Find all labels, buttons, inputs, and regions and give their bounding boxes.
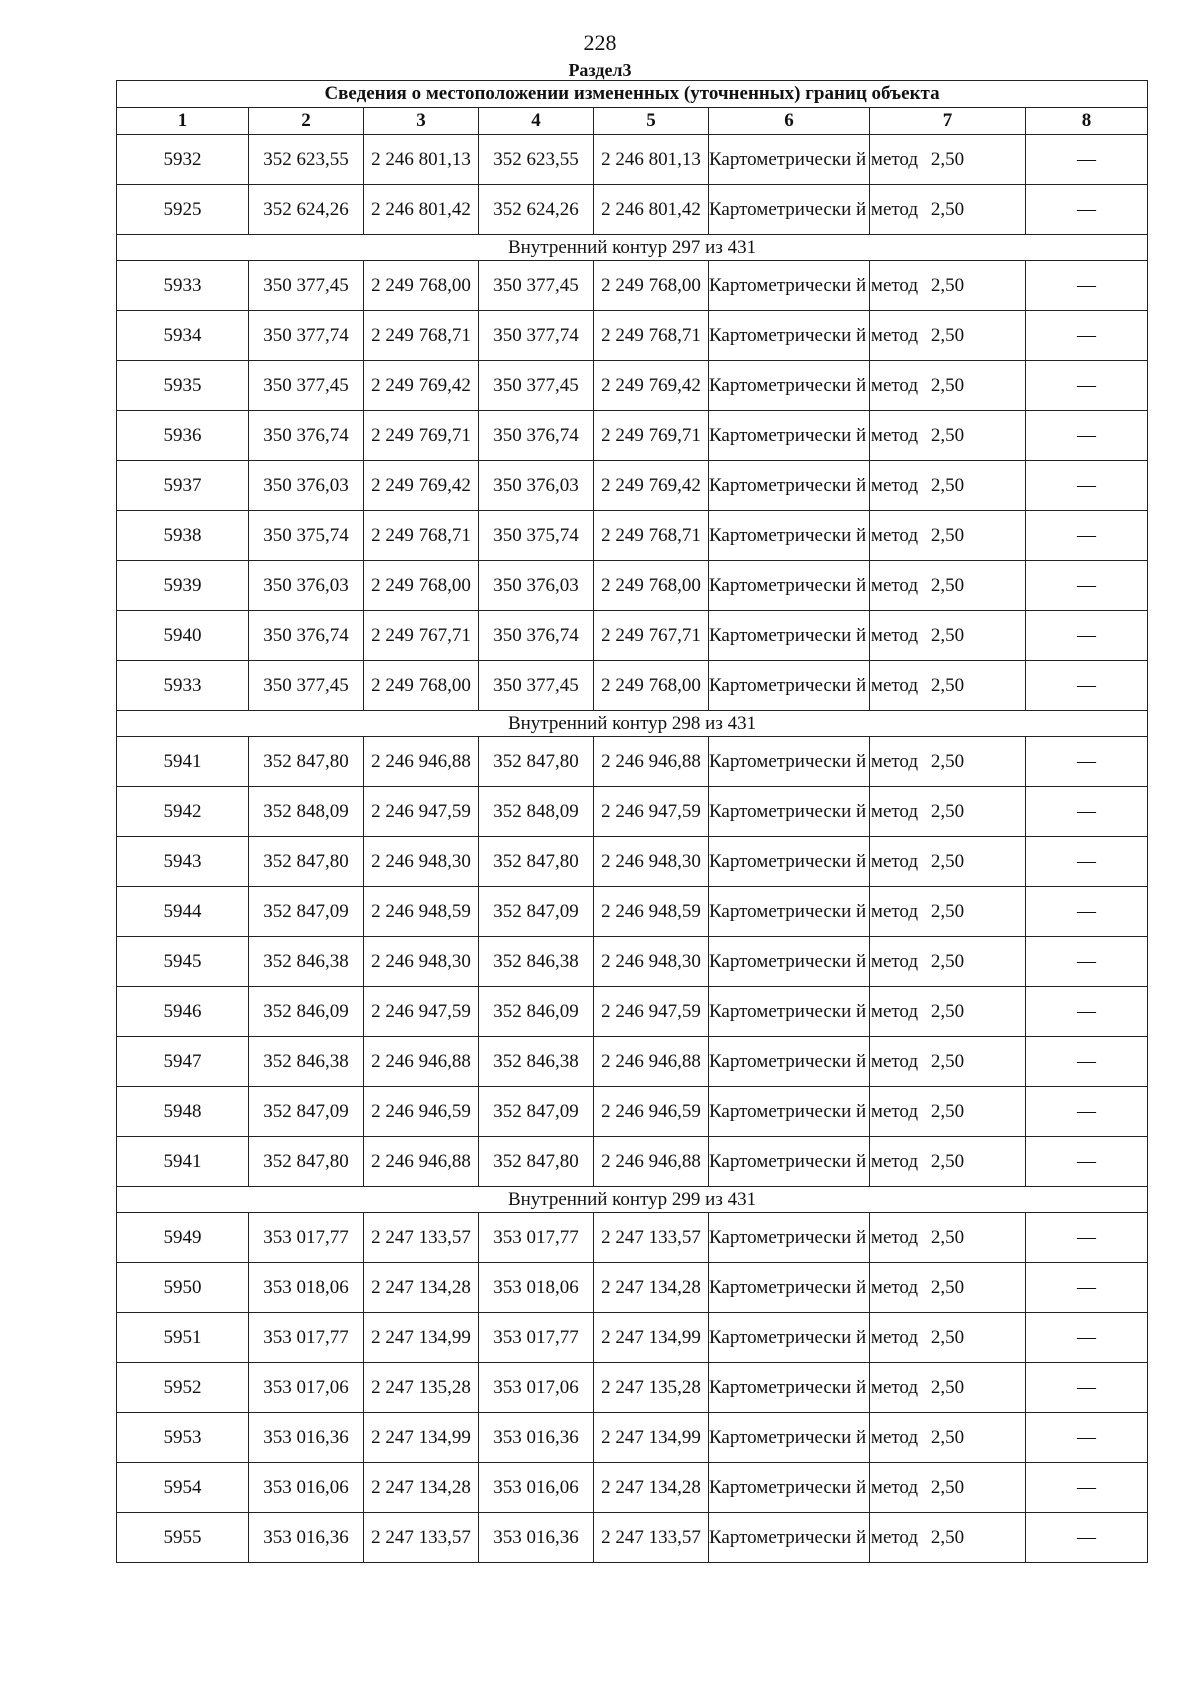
table-row (117, 611, 1148, 661)
x-existing-cell: 352 846,38 (249, 1037, 364, 1087)
note-cell: — (1026, 937, 1148, 987)
note-cell: — (1026, 261, 1148, 311)
y-new-cell: 2 247 134,28 (594, 1263, 709, 1313)
accuracy-cell: 2,50 (870, 837, 1026, 887)
x-new-cell: 350 376,03 (479, 561, 594, 611)
accuracy-cell: 2,50 (870, 561, 1026, 611)
y-existing-cell: 2 246 946,59 (364, 1087, 479, 1137)
x-existing-cell: 352 847,80 (249, 737, 364, 787)
y-new-cell: 2 249 767,71 (594, 611, 709, 661)
contour-label: Внутренний контур 299 из 431 (117, 1187, 1148, 1213)
accuracy-cell: 2,50 (870, 1137, 1026, 1187)
method-cell: Картометрически й метод (709, 1513, 870, 1563)
accuracy-cell: 2,50 (870, 1513, 1026, 1563)
accuracy-cell: 2,50 (870, 1263, 1026, 1313)
note-cell: — (1026, 461, 1148, 511)
y-new-cell: 2 247 134,99 (594, 1413, 709, 1463)
column-header: 4 (479, 108, 594, 135)
note-cell: — (1026, 987, 1148, 1037)
x-new-cell: 352 847,80 (479, 1137, 594, 1187)
contour-heading-row (117, 711, 1148, 737)
contour-label: Внутренний контур 298 из 431 (117, 711, 1148, 737)
method-cell: Картометрически й метод (709, 1037, 870, 1087)
x-existing-cell: 350 377,45 (249, 661, 364, 711)
x-new-cell: 350 377,45 (479, 661, 594, 711)
method-cell: Картометрически й метод (709, 887, 870, 937)
method-cell: Картометрически й метод (709, 135, 870, 185)
accuracy-cell: 2,50 (870, 987, 1026, 1037)
y-new-cell: 2 247 135,28 (594, 1363, 709, 1413)
point-number-cell: 5949 (117, 1213, 249, 1263)
x-existing-cell: 350 375,74 (249, 511, 364, 561)
x-existing-cell: 352 624,26 (249, 185, 364, 235)
x-new-cell: 352 847,80 (479, 737, 594, 787)
accuracy-cell: 2,50 (870, 1213, 1026, 1263)
y-new-cell: 2 246 948,30 (594, 937, 709, 987)
x-existing-cell: 353 016,06 (249, 1463, 364, 1513)
note-cell: — (1026, 1213, 1148, 1263)
y-new-cell: 2 249 768,00 (594, 661, 709, 711)
y-existing-cell: 2 247 134,99 (364, 1413, 479, 1463)
x-existing-cell: 350 376,74 (249, 611, 364, 661)
table-row (117, 511, 1148, 561)
y-new-cell: 2 246 946,59 (594, 1087, 709, 1137)
accuracy-cell: 2,50 (870, 611, 1026, 661)
table-row (117, 1087, 1148, 1137)
y-existing-cell: 2 247 134,28 (364, 1263, 479, 1313)
method-cell: Картометрически й метод (709, 561, 870, 611)
table-row (117, 135, 1148, 185)
point-number-cell: 5935 (117, 361, 249, 411)
y-existing-cell: 2 249 768,71 (364, 311, 479, 361)
note-cell: — (1026, 411, 1148, 461)
table-row (117, 737, 1148, 787)
y-existing-cell: 2 247 133,57 (364, 1513, 479, 1563)
point-number-cell: 5934 (117, 311, 249, 361)
column-header: 2 (249, 108, 364, 135)
table-row (117, 311, 1148, 361)
method-cell: Картометрически й метод (709, 461, 870, 511)
table-row (117, 1413, 1148, 1463)
method-cell: Картометрически й метод (709, 987, 870, 1037)
x-existing-cell: 350 376,03 (249, 461, 364, 511)
note-cell: — (1026, 185, 1148, 235)
method-cell: Картометрически й метод (709, 937, 870, 987)
y-existing-cell: 2 249 769,71 (364, 411, 479, 461)
y-existing-cell: 2 246 801,13 (364, 135, 479, 185)
note-cell: — (1026, 661, 1148, 711)
point-number-cell: 5955 (117, 1513, 249, 1563)
y-new-cell: 2 246 801,13 (594, 135, 709, 185)
x-existing-cell: 353 016,36 (249, 1513, 364, 1563)
y-new-cell: 2 246 946,88 (594, 737, 709, 787)
accuracy-cell: 2,50 (870, 1413, 1026, 1463)
x-new-cell: 353 017,77 (479, 1213, 594, 1263)
x-existing-cell: 352 846,38 (249, 937, 364, 987)
note-cell: — (1026, 1463, 1148, 1513)
method-cell: Картометрически й метод (709, 361, 870, 411)
y-new-cell: 2 247 133,57 (594, 1513, 709, 1563)
point-number-cell: 5943 (117, 837, 249, 887)
x-existing-cell: 353 017,06 (249, 1363, 364, 1413)
x-new-cell: 352 847,09 (479, 1087, 594, 1137)
table-row (117, 461, 1148, 511)
y-new-cell: 2 249 768,00 (594, 561, 709, 611)
y-new-cell: 2 246 948,59 (594, 887, 709, 937)
table-row (117, 361, 1148, 411)
note-cell: — (1026, 1363, 1148, 1413)
y-existing-cell: 2 246 948,30 (364, 837, 479, 887)
point-number-cell: 5946 (117, 987, 249, 1037)
method-cell: Картометрически й метод (709, 737, 870, 787)
note-cell: — (1026, 311, 1148, 361)
method-cell: Картометрически й метод (709, 1137, 870, 1187)
x-existing-cell: 350 377,74 (249, 311, 364, 361)
y-new-cell: 2 246 946,88 (594, 1037, 709, 1087)
y-existing-cell: 2 249 768,71 (364, 511, 479, 561)
point-number-cell: 5951 (117, 1313, 249, 1363)
y-new-cell: 2 249 768,00 (594, 261, 709, 311)
table-row (117, 887, 1148, 937)
x-existing-cell: 352 847,80 (249, 1137, 364, 1187)
x-new-cell: 350 377,45 (479, 261, 594, 311)
note-cell: — (1026, 1413, 1148, 1463)
y-existing-cell: 2 249 767,71 (364, 611, 479, 661)
accuracy-cell: 2,50 (870, 511, 1026, 561)
accuracy-cell: 2,50 (870, 185, 1026, 235)
point-number-cell: 5939 (117, 561, 249, 611)
method-cell: Картометрически й метод (709, 661, 870, 711)
x-existing-cell: 350 377,45 (249, 261, 364, 311)
table-row (117, 1313, 1148, 1363)
page-number: 228 (583, 30, 617, 55)
x-new-cell: 350 376,03 (479, 461, 594, 511)
x-existing-cell: 350 376,03 (249, 561, 364, 611)
note-cell: — (1026, 1037, 1148, 1087)
y-new-cell: 2 247 134,99 (594, 1313, 709, 1363)
point-number-cell: 5941 (117, 1137, 249, 1187)
y-existing-cell: 2 249 768,00 (364, 261, 479, 311)
column-header: 1 (117, 108, 249, 135)
table-row (117, 1363, 1148, 1413)
x-new-cell: 352 623,55 (479, 135, 594, 185)
column-header: 3 (364, 108, 479, 135)
method-cell: Картометрически й метод (709, 837, 870, 887)
table-row (117, 837, 1148, 887)
y-existing-cell: 2 246 947,59 (364, 787, 479, 837)
accuracy-cell: 2,50 (870, 461, 1026, 511)
method-cell: Картометрически й метод (709, 185, 870, 235)
x-existing-cell: 353 018,06 (249, 1263, 364, 1313)
x-new-cell: 352 846,38 (479, 937, 594, 987)
column-number-row (117, 108, 1148, 135)
point-number-cell: 5945 (117, 937, 249, 987)
note-cell: — (1026, 135, 1148, 185)
y-existing-cell: 2 249 769,42 (364, 461, 479, 511)
y-existing-cell: 2 247 134,99 (364, 1313, 479, 1363)
y-new-cell: 2 247 134,28 (594, 1463, 709, 1513)
method-cell: Картометрически й метод (709, 1363, 870, 1413)
y-new-cell: 2 249 768,71 (594, 511, 709, 561)
point-number-cell: 5944 (117, 887, 249, 937)
table-row (117, 1263, 1148, 1313)
y-new-cell: 2 246 948,30 (594, 837, 709, 887)
accuracy-cell: 2,50 (870, 887, 1026, 937)
point-number-cell: 5933 (117, 261, 249, 311)
table-row (117, 1513, 1148, 1563)
note-cell: — (1026, 1087, 1148, 1137)
contour-heading-row (117, 1187, 1148, 1213)
accuracy-cell: 2,50 (870, 787, 1026, 837)
accuracy-cell: 2,50 (870, 361, 1026, 411)
x-existing-cell: 350 377,45 (249, 361, 364, 411)
accuracy-cell: 2,50 (870, 737, 1026, 787)
y-new-cell: 2 246 946,88 (594, 1137, 709, 1187)
table-row (117, 185, 1148, 235)
x-existing-cell: 353 017,77 (249, 1213, 364, 1263)
note-cell: — (1026, 1263, 1148, 1313)
method-cell: Картометрически й метод (709, 1213, 870, 1263)
point-number-cell: 5932 (117, 135, 249, 185)
y-new-cell: 2 246 947,59 (594, 787, 709, 837)
x-new-cell: 350 375,74 (479, 511, 594, 561)
table-row (117, 987, 1148, 1037)
table-row (117, 661, 1148, 711)
method-cell: Картометрически й метод (709, 411, 870, 461)
point-number-cell: 5953 (117, 1413, 249, 1463)
y-existing-cell: 2 246 947,59 (364, 987, 479, 1037)
note-cell: — (1026, 1137, 1148, 1187)
point-number-cell: 5937 (117, 461, 249, 511)
x-new-cell: 350 377,74 (479, 311, 594, 361)
x-new-cell: 352 847,80 (479, 837, 594, 887)
y-existing-cell: 2 249 768,00 (364, 661, 479, 711)
x-existing-cell: 352 847,09 (249, 887, 364, 937)
y-existing-cell: 2 247 135,28 (364, 1363, 479, 1413)
contour-heading-row (117, 235, 1148, 261)
x-new-cell: 350 376,74 (479, 411, 594, 461)
method-cell: Картометрически й метод (709, 1263, 870, 1313)
note-cell: — (1026, 511, 1148, 561)
point-number-cell: 5941 (117, 737, 249, 787)
point-number-cell: 5948 (117, 1087, 249, 1137)
note-cell: — (1026, 887, 1148, 937)
point-number-cell: 5950 (117, 1263, 249, 1313)
x-new-cell: 350 377,45 (479, 361, 594, 411)
x-new-cell: 353 018,06 (479, 1263, 594, 1313)
note-cell: — (1026, 611, 1148, 661)
x-new-cell: 353 017,06 (479, 1363, 594, 1413)
note-cell: — (1026, 1513, 1148, 1563)
method-cell: Картометрически й метод (709, 311, 870, 361)
point-number-cell: 5947 (117, 1037, 249, 1087)
table-row (117, 937, 1148, 987)
y-new-cell: 2 246 801,42 (594, 185, 709, 235)
x-existing-cell: 353 016,36 (249, 1413, 364, 1463)
y-existing-cell: 2 246 946,88 (364, 1037, 479, 1087)
accuracy-cell: 2,50 (870, 1037, 1026, 1087)
point-number-cell: 5933 (117, 661, 249, 711)
y-existing-cell: 2 247 133,57 (364, 1213, 479, 1263)
x-new-cell: 353 017,77 (479, 1313, 594, 1363)
y-existing-cell: 2 246 946,88 (364, 737, 479, 787)
accuracy-cell: 2,50 (870, 261, 1026, 311)
method-cell: Картометрически й метод (709, 787, 870, 837)
x-new-cell: 350 376,74 (479, 611, 594, 661)
table-row (117, 1213, 1148, 1263)
table-row (117, 261, 1148, 311)
table-row (117, 561, 1148, 611)
method-cell: Картометрически й метод (709, 1087, 870, 1137)
accuracy-cell: 2,50 (870, 411, 1026, 461)
x-new-cell: 352 848,09 (479, 787, 594, 837)
point-number-cell: 5952 (117, 1363, 249, 1413)
y-existing-cell: 2 246 801,42 (364, 185, 479, 235)
x-existing-cell: 352 848,09 (249, 787, 364, 837)
method-cell: Картометрически й метод (709, 611, 870, 661)
x-new-cell: 352 846,09 (479, 987, 594, 1037)
x-existing-cell: 352 846,09 (249, 987, 364, 1037)
table-row (117, 1463, 1148, 1513)
y-existing-cell: 2 247 134,28 (364, 1463, 479, 1513)
y-existing-cell: 2 246 948,30 (364, 937, 479, 987)
x-existing-cell: 352 847,09 (249, 1087, 364, 1137)
note-cell: — (1026, 837, 1148, 887)
x-existing-cell: 353 017,77 (249, 1313, 364, 1363)
accuracy-cell: 2,50 (870, 135, 1026, 185)
accuracy-cell: 2,50 (870, 1463, 1026, 1513)
accuracy-cell: 2,50 (870, 937, 1026, 987)
method-cell: Картометрически й метод (709, 1463, 870, 1513)
contour-label: Внутренний контур 297 из 431 (117, 235, 1148, 261)
point-number-cell: 5936 (117, 411, 249, 461)
x-new-cell: 353 016,06 (479, 1463, 594, 1513)
section-title: Раздел3 (568, 60, 632, 80)
y-existing-cell: 2 249 768,00 (364, 561, 479, 611)
x-new-cell: 352 624,26 (479, 185, 594, 235)
column-header: 6 (709, 108, 870, 135)
y-new-cell: 2 246 947,59 (594, 987, 709, 1037)
point-number-cell: 5954 (117, 1463, 249, 1513)
x-new-cell: 353 016,36 (479, 1513, 594, 1563)
coordinates-table (116, 80, 1148, 1563)
method-cell: Картометрически й метод (709, 1313, 870, 1363)
y-new-cell: 2 249 768,71 (594, 311, 709, 361)
table-body (117, 135, 1148, 1563)
accuracy-cell: 2,50 (870, 311, 1026, 361)
table-row (117, 1037, 1148, 1087)
point-number-cell: 5925 (117, 185, 249, 235)
y-existing-cell: 2 246 948,59 (364, 887, 479, 937)
x-new-cell: 352 846,38 (479, 1037, 594, 1087)
y-existing-cell: 2 246 946,88 (364, 1137, 479, 1187)
x-existing-cell: 350 376,74 (249, 411, 364, 461)
table-row (117, 1137, 1148, 1187)
note-cell: — (1026, 737, 1148, 787)
method-cell: Картометрически й метод (709, 261, 870, 311)
y-new-cell: 2 247 133,57 (594, 1213, 709, 1263)
note-cell: — (1026, 1313, 1148, 1363)
column-header: 8 (1026, 108, 1148, 135)
point-number-cell: 5940 (117, 611, 249, 661)
x-new-cell: 353 016,36 (479, 1413, 594, 1463)
x-new-cell: 352 847,09 (479, 887, 594, 937)
table-row (117, 411, 1148, 461)
point-number-cell: 5942 (117, 787, 249, 837)
column-header: 7 (870, 108, 1026, 135)
point-number-cell: 5938 (117, 511, 249, 561)
method-cell: Картометрически й метод (709, 511, 870, 561)
accuracy-cell: 2,50 (870, 661, 1026, 711)
y-new-cell: 2 249 769,42 (594, 361, 709, 411)
y-new-cell: 2 249 769,42 (594, 461, 709, 511)
accuracy-cell: 2,50 (870, 1313, 1026, 1363)
accuracy-cell: 2,50 (870, 1363, 1026, 1413)
table-caption: Сведения о местоположении измененных (уточненных) границ объекта (117, 81, 1148, 108)
y-new-cell: 2 249 769,71 (594, 411, 709, 461)
note-cell: — (1026, 561, 1148, 611)
x-existing-cell: 352 847,80 (249, 837, 364, 887)
y-existing-cell: 2 249 769,42 (364, 361, 479, 411)
table-row (117, 787, 1148, 837)
x-existing-cell: 352 623,55 (249, 135, 364, 185)
method-cell: Картометрически й метод (709, 1413, 870, 1463)
accuracy-cell: 2,50 (870, 1087, 1026, 1137)
column-header: 5 (594, 108, 709, 135)
note-cell: — (1026, 361, 1148, 411)
note-cell: — (1026, 787, 1148, 837)
